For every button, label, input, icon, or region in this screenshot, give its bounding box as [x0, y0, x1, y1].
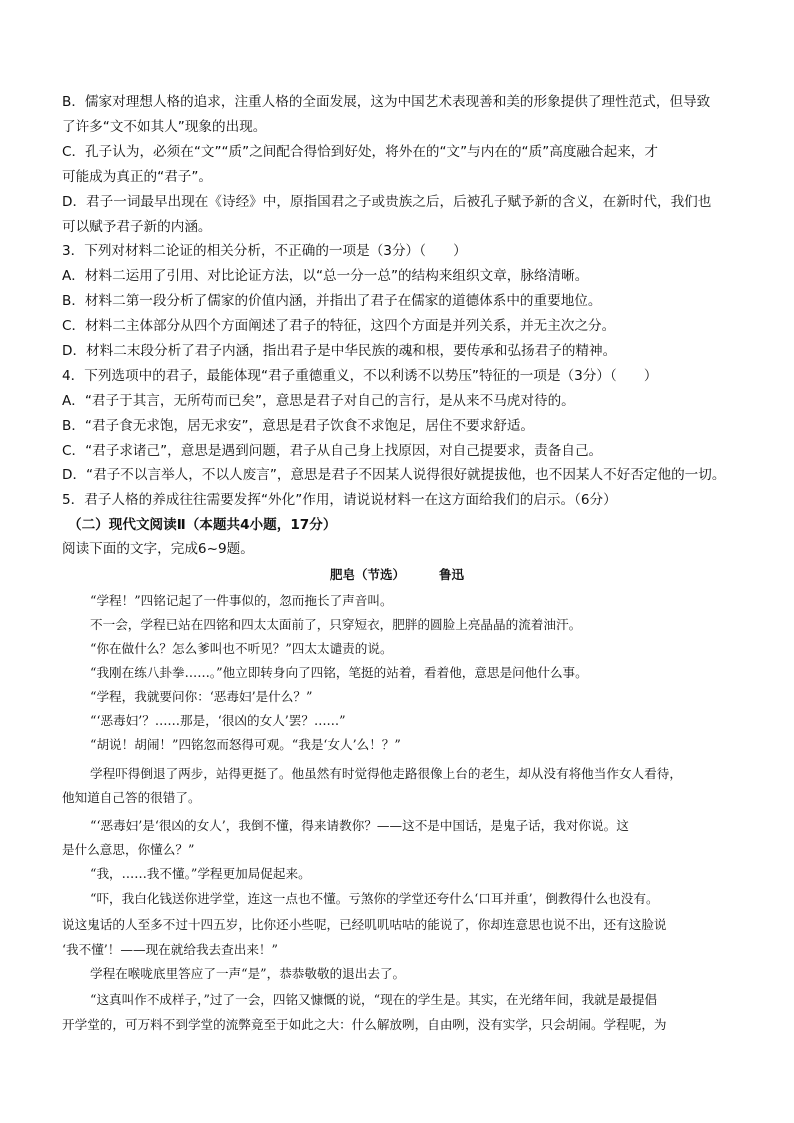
q4-option-d: D．“君子不以言举人，不以人废言”，意思是君子不因某人说得很好就提拔他，也不因某人不好否定他的一切。 — [62, 467, 726, 483]
q4-option-b: B．“君子食无求饱，居无求安”，意思是君子饮食不求饱足，居住不要求舒适。 — [62, 418, 535, 434]
passage-line: “‘恶毒妇’是‘很凶的女人’，我倒不懂，得来请教你？——这不是中国话，是鬼子话，我对你说。这 — [90, 818, 629, 833]
q4-option-c: C．“君子求诸己”，意思是遇到问题，君子从自己身上找原因，对自己提要求，责备自己。 — [62, 443, 603, 459]
passage-line: 开学堂的，可万料不到学堂的流弊竟至于如此之大：什么解放咧，自由咧，没有实学，只会胡闹。学程呢，为 — [62, 1017, 667, 1032]
q2-option-c-line1: C．孔子认为，必须在“文”“质”之间配合得恰到好处，将外在的“文”与内在的“质”高度融合起来，才 — [62, 144, 658, 160]
q3-option-b: B．材料二第一段分析了儒家的价值内涵，并指出了君子在儒家的道德体系中的重要地位。 — [62, 293, 602, 309]
section-heading: （二）现代文阅读Ⅱ（本题共4小题，17分） — [68, 517, 337, 533]
q2-option-d-line1: D．君子一词最早出现在《诗经》中，原指国君之子或贵族之后，后被孔子赋予新的含义，在新时代，我们也 — [62, 194, 712, 210]
q3-option-a: A．材料二运用了引用、对比论证方法，以“总一分一总”的结构来组织文章，脉络清晰。 — [62, 268, 589, 284]
q3-option-c: C．材料二主体部分从四个方面阐述了君子的特征，这四个方面是并列关系，并无主次之分。 — [62, 318, 616, 334]
q4-option-a: A．“君子于其言，无所苟而已矣”，意思是君子对自己的言行，是从来不马虎对待的。 — [62, 393, 575, 409]
passage-line: 学程在喉咙底里答应了一声“是”，恭恭敬敬的退出去了。 — [90, 966, 406, 981]
q2-option-b-line1: B．儒家对理想人格的追求，注重人格的全面发展，这为中国艺术表现善和美的形象提供了理性范式，但导致 — [62, 94, 711, 110]
passage-line: “胡说！胡闹！”四铭忽而怒得可观。“我是‘女人’么！？” — [90, 737, 401, 752]
passage-line: “吓，我白化钱送你进学堂，连这一点也不懂。亏煞你的学堂还夸什么‘口耳并重’，倒教得什么也没有。 — [90, 891, 659, 906]
passage-line: ‘我不懂’！——现在就给我去查出来！” — [62, 942, 278, 957]
q2-option-c-line2: 可能成为真正的“君子”。 — [62, 169, 213, 185]
passage-line: 是什么意思，你懂么？” — [62, 842, 195, 857]
passage-author: 鲁迅 — [439, 567, 465, 582]
q2-option-b-line2: 了许多“文不如其人”现象的出现。 — [62, 119, 267, 135]
q3-stem: 3．下列对材料二论证的相关分析，不正确的一项是（3分）（ ） — [62, 243, 467, 259]
passage-line: “学程，我就要问你：‘恶毒妇’是什么？” — [90, 689, 313, 704]
passage-line: 他知道自己答的很错了。 — [62, 790, 201, 805]
q4-stem: 4．下列选项中的君子，最能体现“君子重德重义，不以利诱不以势压”特征的一项是（3分）（ ） — [62, 368, 658, 384]
passage-line: “学程！”四铭记起了一件事似的，忽而拖长了声音叫。 — [90, 593, 393, 608]
passage-line: “你在做什么？怎么爹叫也不听见？”四太太谴责的说。 — [90, 641, 393, 656]
passage-line: “我刚在练八卦拳……。”他立即转身向了四铭，笔挺的站着，看着他，意思是问他什么事。 — [90, 665, 588, 680]
section-instruction: 阅读下面的文字，完成6~9题。 — [62, 541, 254, 557]
passage-line: 学程吓得倒退了两步，站得更挺了。他虽然有时觉得他走路很像上台的老生，却从没有将他当作女人看待， — [90, 766, 682, 781]
q2-option-d-line2: 可以赋予君子新的内涵。 — [62, 219, 212, 235]
passage-line: “我，……我不懂。”学程更加局促起来。 — [90, 866, 311, 881]
q5-stem: 5．君子人格的养成往往需要发挥“外化”作用，请说说材料一在这方面给我们的启示。（6分） — [62, 492, 617, 508]
passage-title-line — [0, 565, 794, 583]
passage-line: 不一会，学程已站在四铭和四太太面前了，只穿短衣，肥胖的圆脸上亮晶晶的流着油汗。 — [90, 617, 582, 632]
passage-line: 说这鬼话的人至多不过十四五岁，比你还小些呢，已经叽叽咕咕的能说了，你却连意思也说不出，还有这脸说 — [62, 917, 667, 932]
q3-option-d: D．材料二末段分析了君子内涵，指出君子是中华民族的魂和根，要传承和弘扬君子的精神。 — [62, 343, 617, 359]
passage-line: “‘恶毒妇’？……那是，‘很凶的女人’罢？……” — [90, 713, 346, 728]
passage-line: “这真叫作不成样子，”过了一会，四铭又慷慨的说，“现在的学生是。其实，在光绪年间，我就是最提倡 — [90, 992, 658, 1007]
passage-title: 肥皂（节选） — [329, 567, 405, 582]
